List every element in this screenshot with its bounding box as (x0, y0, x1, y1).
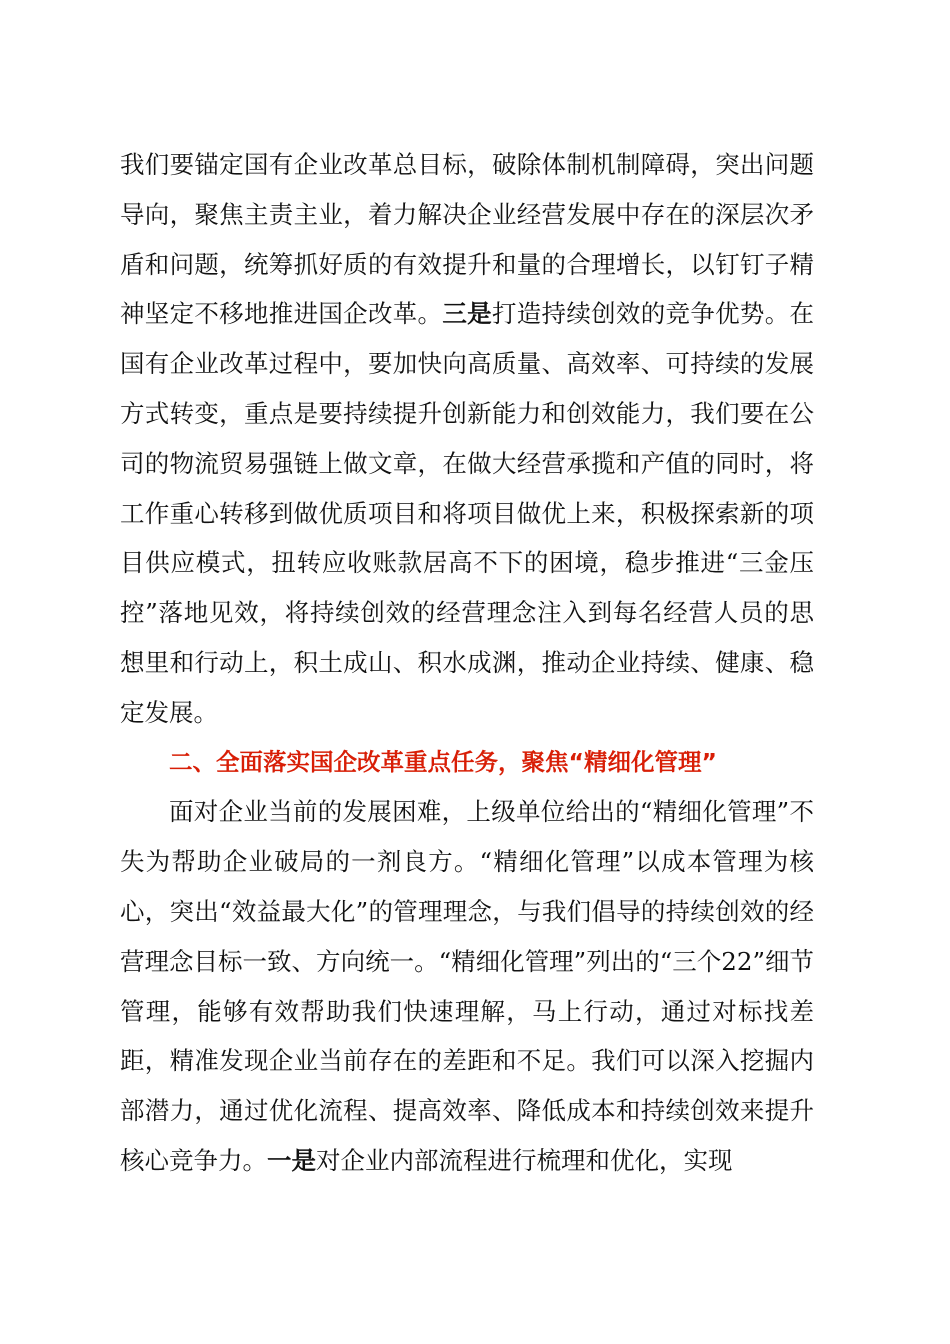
section-heading: 二、全面落实国企改革重点任务，聚焦“精细化管理” (169, 747, 717, 776)
paragraph-continuation (120, 140, 814, 738)
document-body (120, 140, 814, 1186)
paragraph-text: 面对企业当前的发展困难，上级单位给出的“精细化管理”不失为帮助企业破局的一剂良方。“精细化管理”以成本管理为核心，突出“效益最大化”的管理理念，与我们倡导的持续创效的经营理念目标一致、方向统一。“精细化管理”列出的“三个22”细节管理，能够有效帮助我们快速理解，马上行动，通过对标找差距，精准发现企业当前存在的差距和不足。我们可以深入挖掘内部潜力，通过优化流程、提高效率、降低成本和持续创效来提升核心竞争力。 (120, 797, 814, 1175)
paragraph-text: 打造持续创效的竞争优势。在国有企业改革过程中，要加快向高质量、高效率、可持续的发展方式转变，重点是要持续提升创新能力和创效能力，我们要在公司的物流贸易强链上做文章，在做大经营承揽和产值的同时，将工作重心转移到做优质项目和将项目做优上来，积极探索新的项目供应模式，扭转应收账款居高不下的困境，稳步推进“三金压控”落地见效，将持续创效的经营理念注入到每名经营人员的思想里和行动上，积土成山、积水成渊，推动企业持续、健康、稳定发展。 (120, 299, 815, 727)
paragraph-text: 我们要锚定国有企业改革总目标，破除体制机制障碍，突出问题导向，聚焦主责主业，着力解决企业经营发展中存在的深层次矛盾和问题，统筹抓好质的有效提升和量的合理增长，以钉钉子精神坚定不移地推进国企改革。 (120, 150, 814, 329)
paragraph-text: 对企业内部流程进行梳理和优化，实现 (316, 1145, 733, 1175)
paragraph-fine-management (120, 787, 814, 1185)
bold-label-third: 三是 (442, 299, 492, 329)
bold-label-first: 一是 (267, 1145, 316, 1175)
